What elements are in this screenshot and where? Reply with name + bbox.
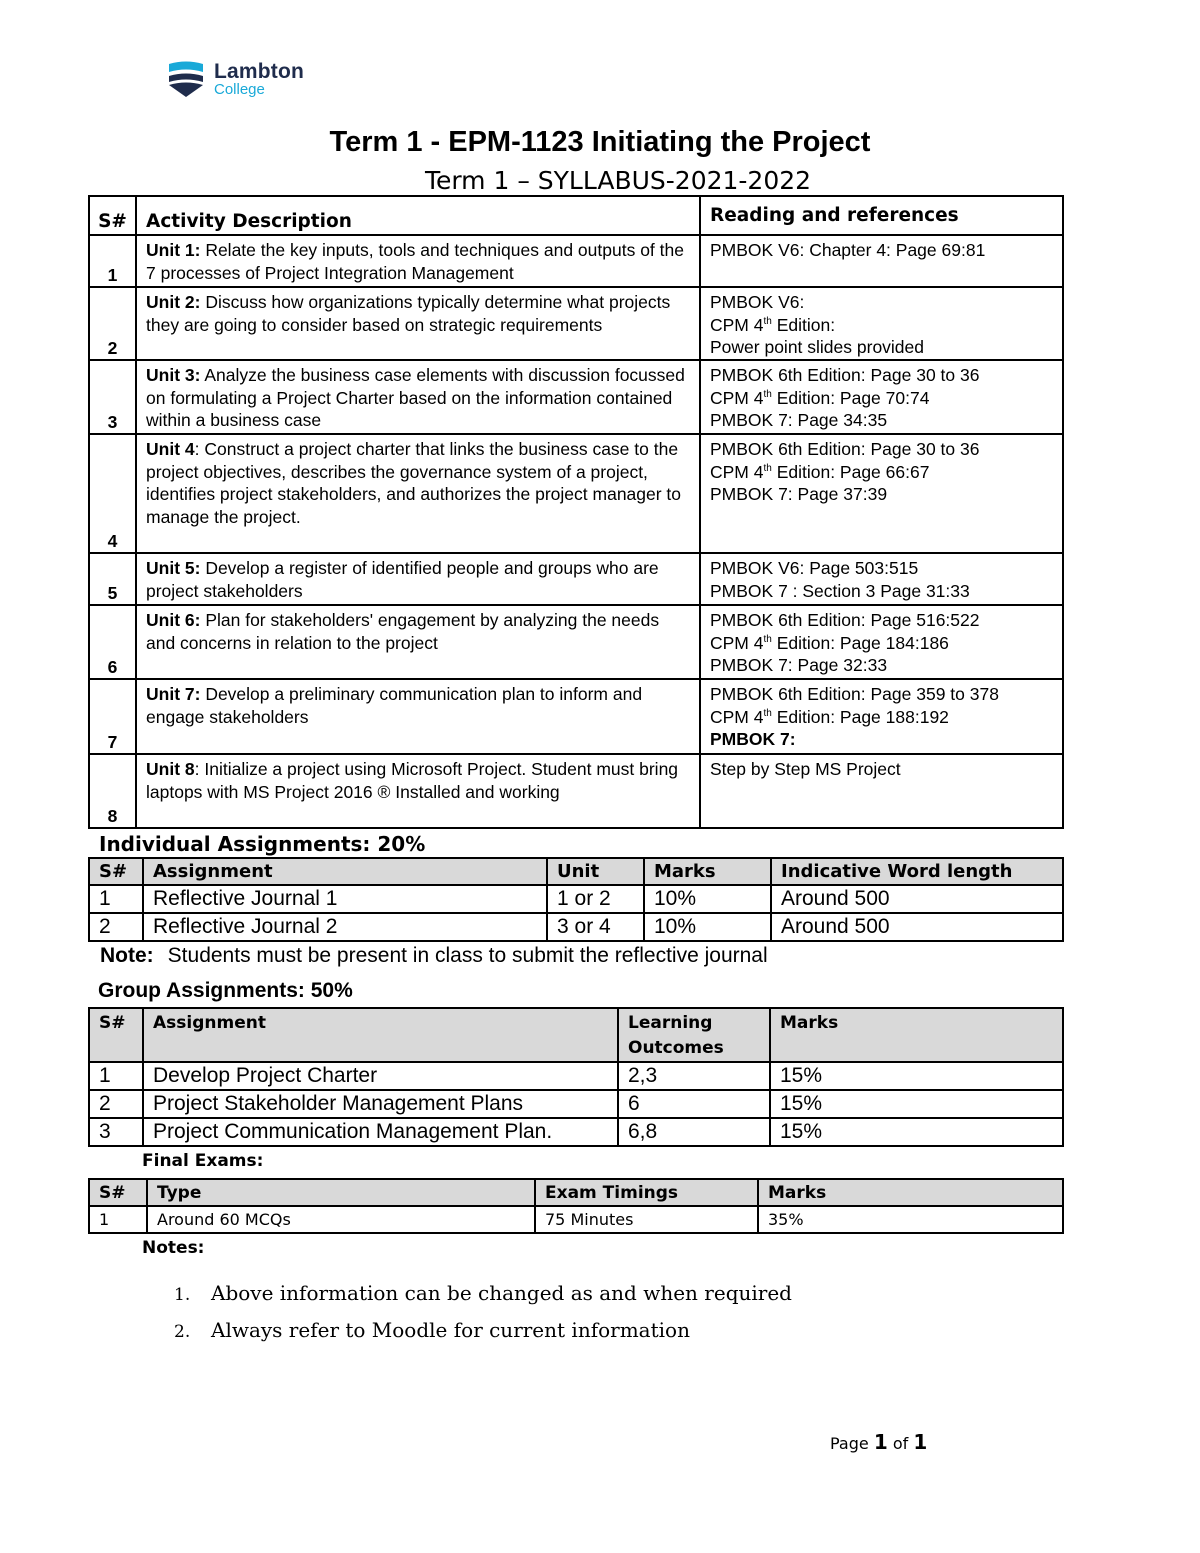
- note-number: 1.: [174, 1285, 191, 1305]
- reading-references: [700, 679, 1063, 754]
- individual-cell: Reflective Journal 1: [143, 885, 547, 913]
- table-header-row: [89, 196, 1063, 235]
- group-cell: 6: [618, 1090, 770, 1118]
- group-row: [89, 1090, 1063, 1118]
- unit-label: Unit 2:: [146, 292, 201, 312]
- row-number: 7: [89, 679, 136, 754]
- final-cell: 35%: [758, 1206, 1063, 1233]
- activity-description: [136, 235, 700, 287]
- final-cell: 1: [89, 1206, 147, 1233]
- individual-header-cell: S#: [89, 858, 143, 885]
- group-header-cell: Marks: [770, 1008, 1063, 1062]
- final-header-cell: Marks: [758, 1179, 1063, 1206]
- row-number: 1: [89, 235, 136, 287]
- syllabus-row: [89, 605, 1063, 679]
- reference-line: PMBOK 7: Page 34:35: [710, 410, 888, 430]
- individual-header-cell: Indicative Word length: [771, 858, 1063, 885]
- page-total: 1: [913, 1430, 928, 1454]
- individual-cell: Reflective Journal 2: [143, 913, 547, 941]
- note: [100, 944, 768, 968]
- group-cell: Project Communication Management Plan.: [143, 1118, 618, 1146]
- reference-line: PMBOK 7:: [710, 729, 796, 749]
- group-cell: 2: [89, 1090, 143, 1118]
- final-header-cell: S#: [89, 1179, 147, 1206]
- row-number: 6: [89, 605, 136, 679]
- unit-label: Unit 4: [146, 439, 195, 459]
- unit-label: Unit 3:: [146, 365, 201, 385]
- individual-cell: 1: [89, 885, 143, 913]
- notes-list: [174, 1281, 792, 1355]
- individual-header-cell: Unit: [547, 858, 644, 885]
- group-cell: 3: [89, 1118, 143, 1146]
- group-assignments-table: [88, 1007, 1064, 1147]
- unit-text: Develop a register of identified people and groups who are project stakeholders: [146, 558, 659, 601]
- reference-line: CPM 4th Edition:: [710, 314, 836, 335]
- page-number: [830, 1430, 927, 1454]
- reference-line: CPM 4th Edition: Page 66:67: [710, 461, 930, 482]
- header-sn: S#: [89, 196, 136, 235]
- logo-name: Lambton: [214, 60, 305, 83]
- reference-line: PMBOK V6: Page 503:515: [710, 558, 919, 578]
- reference-line: PMBOK 7: Page 37:39: [710, 484, 888, 504]
- final-exams-label: Final Exams:: [142, 1151, 264, 1171]
- note-item-text: Always refer to Moodle for current information: [211, 1318, 690, 1342]
- individual-header-cell: Marks: [644, 858, 771, 885]
- individual-header-row: [89, 858, 1063, 885]
- logo-subtitle: College: [214, 81, 265, 98]
- reading-references: [700, 360, 1063, 434]
- unit-text: Analyze the business case elements with discussion focussed on formulating a Project Charter based on the information contained within a business case: [146, 365, 685, 430]
- reference-line: PMBOK V6: Chapter 4: Page 69:81: [710, 240, 986, 260]
- unit-text: : Construct a project charter that links the business case to the project objectives, describes the governance system of a project, identifies project stakeholders, and authorizes the project manager to manage the project.: [146, 439, 682, 527]
- reference-line: PMBOK 7: Page 32:33: [710, 655, 888, 675]
- group-cell: 15%: [770, 1118, 1063, 1146]
- unit-text: Relate the key inputs, tools and techniques and outputs of the 7 processes of Project Integration Management: [146, 240, 684, 283]
- note-number: 2.: [174, 1322, 191, 1342]
- syllabus-row: [89, 553, 1063, 605]
- reading-references: [700, 754, 1063, 828]
- unit-text: Plan for stakeholders' engagement by analyzing the needs and concerns in relation to the project: [146, 610, 660, 653]
- activity-description: [136, 754, 700, 828]
- individual-cell: 1 or 2: [547, 885, 644, 913]
- college-logo: [168, 60, 338, 100]
- group-cell: 15%: [770, 1090, 1063, 1118]
- group-cell: Project Stakeholder Management Plans: [143, 1090, 618, 1118]
- syllabus-row: [89, 754, 1063, 828]
- activity-description: [136, 605, 700, 679]
- header-activity: Activity Description: [136, 196, 700, 235]
- reference-line: Step by Step MS Project: [710, 759, 901, 779]
- reference-line: Power point slides provided: [710, 337, 925, 357]
- syllabus-row: [89, 434, 1063, 553]
- reference-line: PMBOK V6:: [710, 292, 805, 312]
- individual-cell: 10%: [644, 885, 771, 913]
- group-header-cell: Learning Outcomes: [618, 1008, 770, 1062]
- row-number: 4: [89, 434, 136, 553]
- final-cell: 75 Minutes: [535, 1206, 758, 1233]
- reference-line: PMBOK 6th Edition: Page 30 to 36: [710, 365, 980, 385]
- unit-label: Unit 6:: [146, 610, 201, 630]
- individual-cell: 3 or 4: [547, 913, 644, 941]
- individual-assignments-label: Individual Assignments: 20%: [99, 832, 426, 856]
- group-header-cell: Assignment: [143, 1008, 618, 1062]
- unit-label: Unit 8: [146, 759, 195, 779]
- unit-label: Unit 1:: [146, 240, 201, 260]
- group-header-cell: S#: [89, 1008, 143, 1062]
- group-cell: Develop Project Charter: [143, 1062, 618, 1090]
- note-item: [174, 1318, 792, 1355]
- activity-description: [136, 360, 700, 434]
- reading-references: [700, 434, 1063, 553]
- final-exams-table: [88, 1178, 1064, 1234]
- individual-cell: Around 500: [771, 913, 1063, 941]
- note-label: Note:: [100, 944, 154, 967]
- syllabus-row: [89, 287, 1063, 360]
- row-number: 3: [89, 360, 136, 434]
- unit-label: Unit 5:: [146, 558, 201, 578]
- note-item: [174, 1281, 792, 1318]
- final-row: [89, 1206, 1063, 1233]
- individual-cell: Around 500: [771, 885, 1063, 913]
- header-reading: Reading and references: [700, 196, 1063, 235]
- notes-label: Notes:: [142, 1238, 205, 1258]
- reference-line: PMBOK 7 : Section 3 Page 31:33: [710, 580, 970, 601]
- group-cell: 15%: [770, 1062, 1063, 1090]
- reference-line: PMBOK 6th Edition: Page 516:522: [710, 610, 980, 630]
- syllabus-table: [88, 195, 1064, 829]
- final-header-cell: Exam Timings: [535, 1179, 758, 1206]
- individual-row: [89, 885, 1063, 913]
- individual-cell: 2: [89, 913, 143, 941]
- unit-text: Develop a preliminary communication plan to inform and engage stakeholders: [146, 684, 643, 727]
- reference-line: CPM 4th Edition: Page 184:186: [710, 632, 949, 653]
- row-number: 2: [89, 287, 136, 360]
- group-row: [89, 1062, 1063, 1090]
- group-cell: 1: [89, 1062, 143, 1090]
- group-cell: 2,3: [618, 1062, 770, 1090]
- activity-description: [136, 679, 700, 754]
- reference-line: PMBOK 6th Edition: Page 30 to 36: [710, 439, 980, 459]
- activity-description: [136, 287, 700, 360]
- activity-description: [136, 553, 700, 605]
- syllabus-row: [89, 679, 1063, 754]
- reading-references: [700, 605, 1063, 679]
- group-header-row: [89, 1008, 1063, 1062]
- page-current: 1: [873, 1430, 888, 1454]
- reference-line: CPM 4th Edition: Page 70:74: [710, 387, 930, 408]
- row-number: 5: [89, 553, 136, 605]
- individual-cell: 10%: [644, 913, 771, 941]
- final-cell: Around 60 MCQs: [147, 1206, 535, 1233]
- page-of: of: [892, 1434, 909, 1453]
- note-text: Students must be present in class to submit the reflective journal: [167, 944, 768, 967]
- reference-line: CPM 4th Edition: Page 188:192: [710, 706, 949, 727]
- page-title: Term 1 - EPM-1123 Initiating the Project: [329, 126, 871, 158]
- reading-references: [700, 287, 1063, 360]
- unit-text: : Initialize a project using Microsoft Project. Student must bring laptops with MS Project 2016 ® Installed and working: [146, 759, 679, 802]
- unit-text: Discuss how organizations typically determine what projects they are going to consider based on strategic requirements: [146, 292, 671, 335]
- reading-references: [700, 235, 1063, 287]
- unit-label: Unit 7:: [146, 684, 201, 704]
- page-subtitle: Term 1 – SYLLABUS-2021-2022: [424, 166, 812, 195]
- final-header-cell: Type: [147, 1179, 535, 1206]
- individual-header-cell: Assignment: [143, 858, 547, 885]
- reading-references: [700, 553, 1063, 605]
- individual-assignments-table: [88, 857, 1064, 942]
- shield-logo-icon: [168, 60, 204, 98]
- syllabus-row: [89, 235, 1063, 287]
- syllabus-row: [89, 360, 1063, 434]
- individual-row: [89, 913, 1063, 941]
- group-row: [89, 1118, 1063, 1146]
- page-word: Page: [830, 1434, 869, 1453]
- reference-line: PMBOK 6th Edition: Page 359 to 378: [710, 684, 999, 704]
- activity-description: [136, 434, 700, 553]
- group-cell: 6,8: [618, 1118, 770, 1146]
- final-header-row: [89, 1179, 1063, 1206]
- note-item-text: Above information can be changed as and when required: [211, 1281, 792, 1305]
- group-assignments-label: Group Assignments: 50%: [98, 979, 353, 1002]
- row-number: 8: [89, 754, 136, 828]
